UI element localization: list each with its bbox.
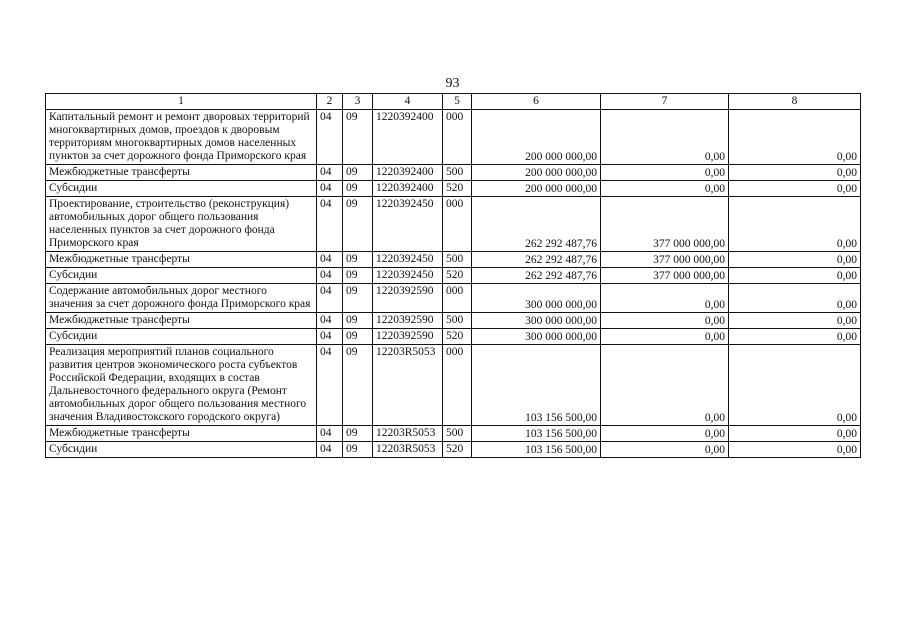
- header-col-6: 6: [472, 94, 601, 110]
- row-amount-col8: 0,00: [729, 165, 861, 181]
- table-body: [46, 110, 861, 458]
- row-amount-col6: 262 292 487,76: [472, 252, 601, 268]
- row-section: 04: [317, 268, 343, 284]
- row-expense-type: 500: [443, 313, 472, 329]
- row-expense-type: 500: [443, 165, 472, 181]
- row-expense-type: 000: [443, 345, 472, 426]
- row-amount-col8: 0,00: [729, 197, 861, 252]
- row-target-article: 12203R5053: [373, 345, 443, 426]
- row-section: 04: [317, 442, 343, 458]
- row-amount-col6: 300 000 000,00: [472, 284, 601, 313]
- row-amount-col6: 300 000 000,00: [472, 313, 601, 329]
- row-amount-col8: 0,00: [729, 181, 861, 197]
- row-section: 04: [317, 329, 343, 345]
- header-col-1: 1: [46, 94, 317, 110]
- row-amount-col6: 103 156 500,00: [472, 345, 601, 426]
- row-name: Межбюджетные трансферты: [46, 426, 317, 442]
- header-col-4: 4: [373, 94, 443, 110]
- row-amount-col7: 0,00: [601, 110, 729, 165]
- row-amount-col8: 0,00: [729, 110, 861, 165]
- row-expense-type: 520: [443, 268, 472, 284]
- row-subsection: 09: [343, 426, 373, 442]
- row-subsection: 09: [343, 110, 373, 165]
- table-row: [46, 197, 861, 252]
- row-amount-col6: 300 000 000,00: [472, 329, 601, 345]
- row-amount-col8: 0,00: [729, 426, 861, 442]
- row-amount-col6: 262 292 487,76: [472, 268, 601, 284]
- header-col-8: 8: [729, 94, 861, 110]
- row-subsection: 09: [343, 252, 373, 268]
- row-target-article: 1220392450: [373, 252, 443, 268]
- row-section: 04: [317, 284, 343, 313]
- row-name: Межбюджетные трансферты: [46, 165, 317, 181]
- row-amount-col6: 200 000 000,00: [472, 165, 601, 181]
- table-row: [46, 165, 861, 181]
- row-amount-col6: 262 292 487,76: [472, 197, 601, 252]
- row-expense-type: 520: [443, 329, 472, 345]
- row-target-article: 1220392450: [373, 268, 443, 284]
- row-name: Субсидии: [46, 181, 317, 197]
- row-target-article: 1220392400: [373, 165, 443, 181]
- row-name: Проектирование, строительство (реконструкция) автомобильных дорог общего пользования населенных пунктов за счет дорожного фонда Приморского края: [46, 197, 317, 252]
- row-section: 04: [317, 313, 343, 329]
- header-col-2: 2: [317, 94, 343, 110]
- table-row: [46, 252, 861, 268]
- row-name: Реализация мероприятий планов социального развития центров экономического роста субъектов Российской Федерации, входящих в состав Дальневосточного федерального округа (Ремонт автомобильных дорог общего пользования местного значения Владивостокского городского округа): [46, 345, 317, 426]
- row-subsection: 09: [343, 268, 373, 284]
- row-target-article: 1220392590: [373, 313, 443, 329]
- header-row: [46, 94, 861, 110]
- row-amount-col8: 0,00: [729, 329, 861, 345]
- row-amount-col7: 0,00: [601, 284, 729, 313]
- row-amount-col7: 0,00: [601, 313, 729, 329]
- row-expense-type: 500: [443, 426, 472, 442]
- row-subsection: 09: [343, 329, 373, 345]
- row-amount-col8: 0,00: [729, 313, 861, 329]
- row-name: Межбюджетные трансферты: [46, 313, 317, 329]
- row-subsection: 09: [343, 165, 373, 181]
- row-name: Содержание автомобильных дорог местного значения за счет дорожного фонда Приморского края: [46, 284, 317, 313]
- row-amount-col6: 200 000 000,00: [472, 181, 601, 197]
- row-name: Межбюджетные трансферты: [46, 252, 317, 268]
- row-subsection: 09: [343, 442, 373, 458]
- table-row: [46, 426, 861, 442]
- page-number: 93: [445, 76, 460, 91]
- table-row: [46, 345, 861, 426]
- row-expense-type: 000: [443, 110, 472, 165]
- row-amount-col7: 377 000 000,00: [601, 197, 729, 252]
- row-section: 04: [317, 197, 343, 252]
- table-row: [46, 313, 861, 329]
- row-amount-col8: 0,00: [729, 252, 861, 268]
- budget-table: [45, 93, 861, 458]
- row-expense-type: 520: [443, 442, 472, 458]
- table-row: [46, 329, 861, 345]
- row-amount-col8: 0,00: [729, 268, 861, 284]
- row-expense-type: 500: [443, 252, 472, 268]
- row-amount-col7: 0,00: [601, 165, 729, 181]
- table-row: [46, 181, 861, 197]
- row-amount-col7: 0,00: [601, 426, 729, 442]
- row-subsection: 09: [343, 197, 373, 252]
- row-amount-col7: 0,00: [601, 345, 729, 426]
- row-target-article: 1220392590: [373, 329, 443, 345]
- row-name: Субсидии: [46, 268, 317, 284]
- row-expense-type: 520: [443, 181, 472, 197]
- row-target-article: 1220392400: [373, 181, 443, 197]
- row-target-article: 12203R5053: [373, 426, 443, 442]
- row-subsection: 09: [343, 284, 373, 313]
- header-col-3: 3: [343, 94, 373, 110]
- row-section: 04: [317, 426, 343, 442]
- row-amount-col6: 200 000 000,00: [472, 110, 601, 165]
- row-target-article: 1220392400: [373, 110, 443, 165]
- row-amount-col8: 0,00: [729, 345, 861, 426]
- row-amount-col8: 0,00: [729, 284, 861, 313]
- row-amount-col6: 103 156 500,00: [472, 426, 601, 442]
- row-subsection: 09: [343, 313, 373, 329]
- row-amount-col8: 0,00: [729, 442, 861, 458]
- row-target-article: 1220392590: [373, 284, 443, 313]
- table-row: [46, 442, 861, 458]
- row-section: 04: [317, 345, 343, 426]
- row-subsection: 09: [343, 181, 373, 197]
- row-amount-col6: 103 156 500,00: [472, 442, 601, 458]
- row-amount-col7: 0,00: [601, 181, 729, 197]
- header-col-5: 5: [443, 94, 472, 110]
- row-expense-type: 000: [443, 197, 472, 252]
- table-row: [46, 284, 861, 313]
- row-amount-col7: 377 000 000,00: [601, 252, 729, 268]
- row-name: Субсидии: [46, 442, 317, 458]
- row-amount-col7: 0,00: [601, 329, 729, 345]
- row-amount-col7: 377 000 000,00: [601, 268, 729, 284]
- row-subsection: 09: [343, 345, 373, 426]
- row-section: 04: [317, 110, 343, 165]
- row-amount-col7: 0,00: [601, 442, 729, 458]
- row-expense-type: 000: [443, 284, 472, 313]
- table-row: [46, 268, 861, 284]
- row-name: Субсидии: [46, 329, 317, 345]
- row-section: 04: [317, 165, 343, 181]
- row-target-article: 12203R5053: [373, 442, 443, 458]
- row-section: 04: [317, 252, 343, 268]
- header-col-7: 7: [601, 94, 729, 110]
- row-section: 04: [317, 181, 343, 197]
- row-target-article: 1220392450: [373, 197, 443, 252]
- row-name: Капитальный ремонт и ремонт дворовых территорий многоквартирных домов, проездов к дворовым территориям многоквартирных домов населенных пунктов за счет дорожного фонда Приморского края: [46, 110, 317, 165]
- table-row: [46, 110, 861, 165]
